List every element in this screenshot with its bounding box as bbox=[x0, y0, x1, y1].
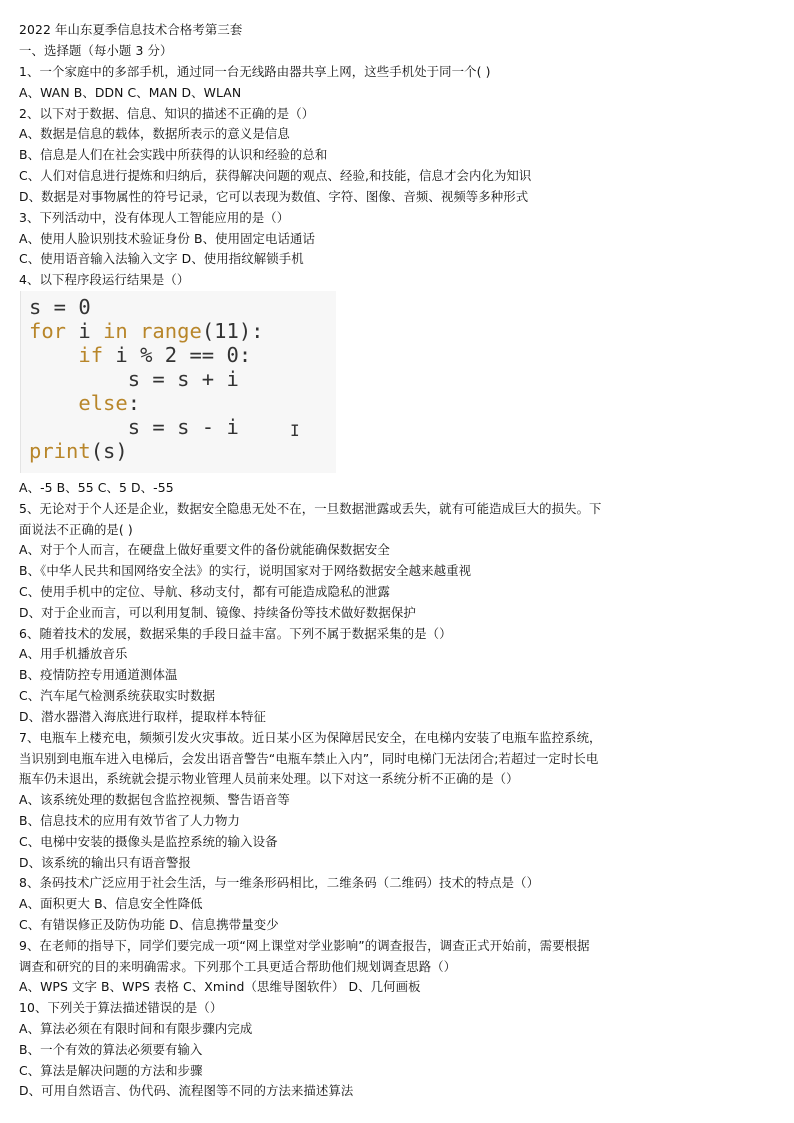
q6-option-c: C、汽车尾气检测系统获取实时数据 bbox=[19, 688, 216, 703]
q7-option-a: A、该系统处理的数据包含监控视频、警告语音等 bbox=[19, 792, 290, 807]
code-line-6: s = s - i bbox=[29, 415, 239, 439]
function-range: range bbox=[140, 319, 202, 343]
q1-stem: 1、一个家庭中的多部手机，通过同一台无线路由器共享上网，这些手机处于同一个( ) bbox=[19, 64, 491, 79]
q4-stem: 4、以下程序段运行结果是（） bbox=[19, 272, 190, 287]
q6-option-d: D、潜水器潜入海底进行取样，提取样本特征 bbox=[19, 709, 266, 724]
code-line-2: for i in range(11): bbox=[29, 319, 264, 343]
q3-options-cd: C、使用语音输入法输入文字 D、使用指纹解锁手机 bbox=[19, 251, 304, 266]
q5-option-a: A、对于个人而言，在硬盘上做好重要文件的备份就能确保数据安全 bbox=[19, 542, 390, 557]
q3-options-ab: A、使用人脸识别技术验证身份 B、使用固定电话通话 bbox=[19, 231, 316, 246]
q9-stem-line-2: 调查和研究的目的来明确需求。下列那个工具更适合帮助他们规划调查思路（） bbox=[19, 959, 457, 974]
q2-option-a: A、数据是信息的载体，数据所表示的意义是信息 bbox=[19, 126, 290, 141]
keyword-if: if bbox=[78, 343, 104, 367]
code-line-5: else: bbox=[78, 391, 141, 415]
q10-option-a: A、算法必须在有限时间和有限步骤内完成 bbox=[19, 1021, 253, 1036]
keyword-for: for bbox=[29, 319, 67, 343]
code-line-1: s = 0 bbox=[29, 295, 91, 319]
q4-options: A、-5 B、55 C、5 D、-55 bbox=[19, 480, 174, 495]
q7-option-b: B、信息技术的应用有效节省了人力物力 bbox=[19, 813, 240, 828]
q7-stem-line-2: 当识别到电瓶车进入电梯后，会发出语音警告“电瓶车禁止入内”，同时电梯门无法闭合;若超过一定时长电 bbox=[19, 751, 599, 766]
q5-stem-line-2: 面说法不正确的是( ) bbox=[19, 522, 133, 537]
q5-option-c: C、使用手机中的定位、导航、移动支付，都有可能造成隐私的泄露 bbox=[19, 584, 390, 599]
q2-stem: 2、以下对于数据、信息、知识的描述不正确的是（） bbox=[19, 106, 315, 121]
code-line-7: print(s) bbox=[29, 439, 128, 463]
q10-option-d: D、可用自然语言、伪代码、流程图等不同的方法来描述算法 bbox=[19, 1083, 354, 1098]
q3-stem: 3、下列活动中，没有体现人工智能应用的是（） bbox=[19, 210, 290, 225]
q9-stem-line-1: 9、在老师的指导下，同学们要完成一项“网上课堂对学业影响”的调查报告，调查正式开始前，需要根据 bbox=[19, 938, 590, 953]
function-print: print bbox=[29, 439, 91, 463]
code-line-4: s = s + i bbox=[29, 367, 239, 391]
q7-stem-line-1: 7、电瓶车上楼充电，频频引发火灾事故。近日某小区为保障居民安全，在电梯内安装了电瓶车监控系统， bbox=[19, 730, 602, 745]
q5-option-b: B、《中华人民共和国网络安全法》的实行，说明国家对于网络数据安全越来越重视 bbox=[19, 563, 472, 578]
q2-option-b: B、信息是人们在社会实践中所获得的认识和经验的总和 bbox=[19, 147, 328, 162]
q10-option-c: C、算法是解决问题的方法和步骤 bbox=[19, 1063, 203, 1078]
q5-stem-line-1: 5、无论对于个人还是企业，数据安全隐患无处不在，一旦数据泄露或丢失，就有可能造成巨大的损失。下 bbox=[19, 501, 602, 516]
q8-options-ab: A、面积更大 B、信息安全性降低 bbox=[19, 896, 203, 911]
q8-stem: 8、条码技术广泛应用于社会生活，与一维条形码相比，二维条码（二维码）技术的特点是（） bbox=[19, 875, 540, 890]
q7-stem-line-3: 瓶车仍未退出，系统就会提示物业管理人员前来处理。以下对这一系统分析不正确的是（） bbox=[19, 771, 519, 786]
q5-option-d: D、对于企业而言，可以利用复制、镜像、持续备份等技术做好数据保护 bbox=[19, 605, 416, 620]
code-line-3: if i % 2 == 0: bbox=[78, 343, 252, 367]
q6-stem: 6、随着技术的发展，数据采集的手段日益丰富。下列不属于数据采集的是（） bbox=[19, 626, 452, 641]
q9-options: A、WPS 文字 B、WPS 表格 C、Xmind（思维导图软件） D、几何画板 bbox=[19, 979, 421, 994]
q2-option-d: D、数据是对事物属性的符号记录，它可以表现为数值、字符、图像、音频、视频等多种形式 bbox=[19, 189, 529, 204]
q6-option-a: A、用手机播放音乐 bbox=[19, 646, 128, 661]
q1-options: A、WAN B、DDN C、MAN D、WLAN bbox=[19, 85, 242, 100]
q10-option-b: B、一个有效的算法必须要有输入 bbox=[19, 1042, 203, 1057]
text-cursor-icon: I bbox=[290, 421, 300, 440]
q6-option-b: B、疫情防控专用通道测体温 bbox=[19, 667, 178, 682]
keyword-in: in bbox=[103, 319, 128, 343]
keyword-else: else bbox=[78, 391, 128, 415]
document-title: 2022 年山东夏季信息技术合格考第三套 bbox=[19, 22, 243, 37]
q2-option-c: C、人们对信息进行提炼和归纳后，获得解决问题的观点、经验,和技能，信息才会内化为知识 bbox=[19, 168, 532, 183]
section-heading: 一、选择题（每小题 3 分） bbox=[19, 43, 173, 58]
q8-options-cd: C、有错误修正及防伪功能 D、信息携带量变少 bbox=[19, 917, 279, 932]
q10-stem: 10、下列关于算法描述错误的是（） bbox=[19, 1000, 223, 1015]
q7-option-d: D、该系统的输出只有语音警报 bbox=[19, 855, 192, 870]
q7-option-c: C、电梯中安装的摄像头是监控系统的输入设备 bbox=[19, 834, 278, 849]
